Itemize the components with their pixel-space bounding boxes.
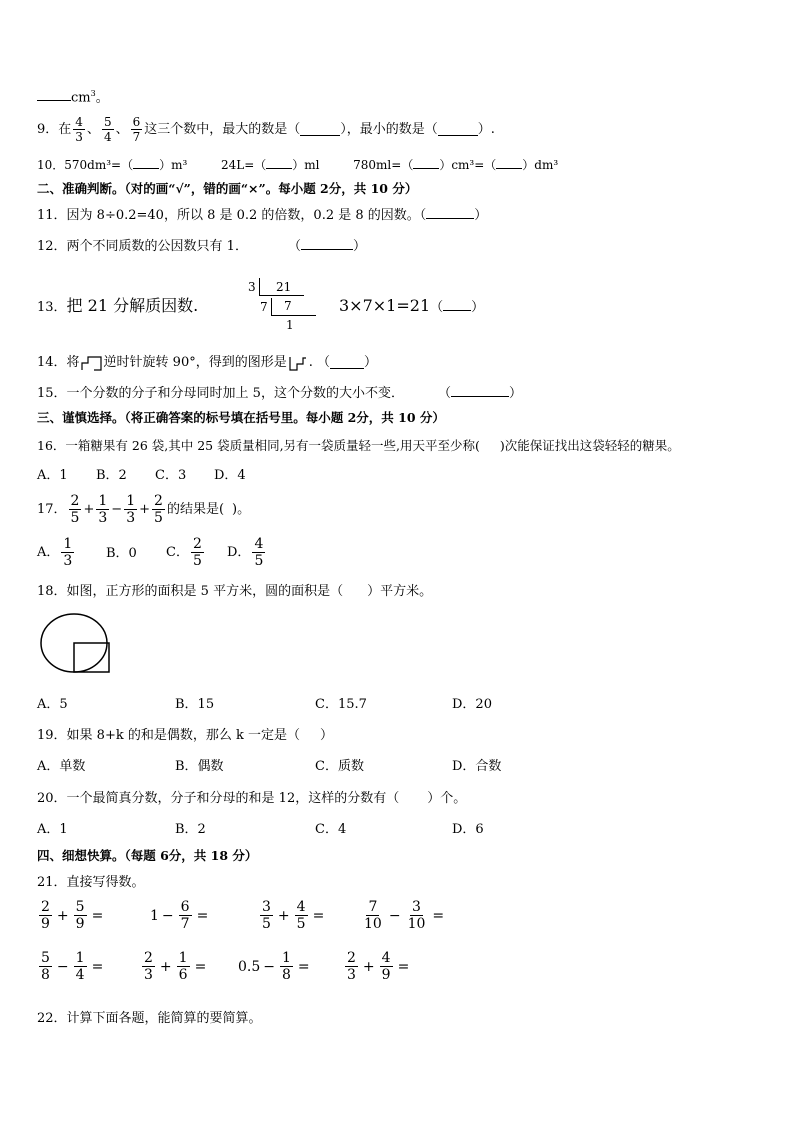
- fraction: $\frac{2}{5}$: [192, 536, 202, 569]
- question-20: 20．一个最简真分数，分子和分母的和是 12，这样的分数有（ ）个。: [37, 791, 467, 806]
- option-d[interactable]: D．20: [452, 697, 492, 712]
- option-a[interactable]: A．单数: [37, 759, 86, 774]
- question-13-label: 13．把 21 分解质因数.: [37, 296, 199, 315]
- answer-blank[interactable]: [438, 135, 478, 136]
- short-division-diagram: 3 21 7 7 1: [246, 278, 326, 334]
- fraction: $\frac{5}{9}$: [75, 899, 85, 932]
- fraction: $\frac{7}{10}$: [364, 899, 382, 932]
- section-2-heading: 二、准确判断。（对的画“√”，错的画“×”。每小题 2分，共 10 分）: [37, 181, 418, 196]
- answer-blank[interactable]: [300, 135, 340, 136]
- arithmetic-item: 0.5 − $\frac{1}{8}$ =: [238, 950, 310, 983]
- answer-blank[interactable]: [496, 168, 522, 169]
- fraction: $\frac{4}{5}$: [254, 536, 264, 569]
- answer-blank[interactable]: [443, 310, 471, 311]
- option-b[interactable]: B．0: [106, 546, 137, 561]
- fraction: $\frac{2}{3}$: [347, 950, 356, 983]
- option-a[interactable]: A．5: [37, 697, 68, 712]
- option-d[interactable]: D．4: [214, 468, 246, 483]
- answer-blank[interactable]: [37, 100, 71, 101]
- answer-blank[interactable]: [133, 168, 159, 169]
- fraction: $\frac{1}{6}$: [178, 950, 188, 983]
- fraction: $\frac{2}{5}$: [154, 493, 163, 526]
- option-c[interactable]: C．3: [155, 468, 187, 483]
- fraction: $\frac{6}{7}$: [180, 899, 190, 932]
- fraction: $\frac{2}{5}$: [70, 493, 80, 526]
- question-14: 14．将 逆时针旋转 90°，得到的图形是 . （ ）: [37, 355, 378, 370]
- q8-tail: $cm^3$。: [37, 86, 109, 106]
- arithmetic-item: $\frac{7}{10}$ − $\frac{3}{10}$ =: [364, 899, 445, 932]
- fraction: $\frac{3}{10}$: [407, 899, 426, 932]
- option-b[interactable]: B．2: [175, 822, 206, 837]
- question-18: 18．如图，正方形的面积是 5 平方米，圆的面积是（ ）平方米。: [37, 584, 433, 599]
- answer-blank[interactable]: [426, 218, 474, 219]
- rotated-shape-icon: [288, 355, 308, 371]
- question-9: 9．在 $\frac{4}{3}$ 、 $\frac{5}{4}$ 、 $\frac{6}{7}$ 这三个数中，最大的数是（ ），最小的数是（ ）.: [37, 115, 495, 144]
- question-13-equation: 3×7×1=21（ ）: [339, 296, 485, 315]
- section-3-heading: 三、谨慎选择。（将正确答案的标号填在括号里。每小题 2分，共 10 分）: [37, 410, 445, 425]
- arithmetic-item: 1 − $\frac{6}{7}$ =: [150, 899, 209, 932]
- question-17: 17． $\frac{2}{5}$ + $\frac{1}{3}$ − $\frac{1}{3}$ + $\frac{2}{5}$ 的结果是( )。: [37, 493, 251, 526]
- option-d[interactable]: D． $\frac{4}{5}$: [227, 536, 264, 569]
- option-d[interactable]: D．合数: [452, 759, 502, 774]
- question-10: 10．570dm³=（ ）m³ 24L=（ ）ml 780ml=（ ）cm³=（ ）dm³: [37, 158, 559, 172]
- option-a[interactable]: A．1: [37, 468, 68, 483]
- option-a[interactable]: A．1: [37, 822, 68, 837]
- option-d[interactable]: D．6: [452, 822, 484, 837]
- question-12: 12．两个不同质数的公因数只有 1． （ ）: [37, 239, 366, 254]
- fraction: $\frac{1}{3}$: [98, 493, 108, 526]
- fraction: $\frac{6}{7}$: [132, 115, 141, 144]
- arithmetic-item: $\frac{2}{3}$ + $\frac{4}{9}$ =: [347, 950, 410, 983]
- fraction: $\frac{4}{3}$: [75, 115, 83, 144]
- fraction: $\frac{1}{4}$: [75, 950, 85, 983]
- fraction: $\frac{4}{9}$: [381, 950, 391, 983]
- answer-blank[interactable]: [330, 368, 364, 369]
- option-b[interactable]: B．15: [175, 697, 215, 712]
- option-c[interactable]: C．4: [315, 822, 347, 837]
- fraction: $\frac{1}{8}$: [282, 950, 291, 983]
- fraction: $\frac{5}{4}$: [103, 115, 112, 144]
- answer-blank[interactable]: [413, 168, 439, 169]
- option-c[interactable]: C．质数: [315, 759, 364, 774]
- fraction: $\frac{5}{8}$: [41, 950, 50, 983]
- option-a[interactable]: A． $\frac{1}{3}$: [37, 536, 73, 569]
- option-b[interactable]: B．偶数: [175, 759, 224, 774]
- circle-square-figure: [40, 613, 114, 677]
- l-shape-figure-icon: [81, 355, 103, 371]
- question-16: 16．一箱糖果有 26 袋,其中 25 袋质量相同,另有一袋质量轻一些,用天平至少称( )次能保证找出这袋轻轻的糖果。: [37, 438, 680, 453]
- option-c[interactable]: C． $\frac{2}{5}$: [166, 536, 202, 569]
- answer-blank[interactable]: [301, 249, 353, 250]
- answer-blank[interactable]: [266, 168, 292, 169]
- arithmetic-item: $\frac{5}{8}$ − $\frac{1}{4}$ =: [41, 950, 104, 983]
- question-11: 11．因为 8÷0.2=40，所以 8 是 0.2 的倍数，0.2 是 8 的因数。（ ）: [37, 208, 488, 223]
- fraction: $\frac{1}{3}$: [63, 536, 73, 569]
- question-15: 15．一个分数的分子和分母同时加上 5，这个分数的大小不变． （ ）: [37, 386, 522, 401]
- fraction: $\frac{4}{5}$: [296, 899, 306, 932]
- fraction: $\frac{1}{3}$: [126, 493, 136, 526]
- arithmetic-item: $\frac{2}{9}$ + $\frac{5}{9}$ =: [41, 899, 104, 932]
- section-4-heading: 四、细想快算。（每题 6分，共 18 分）: [37, 848, 258, 863]
- option-b[interactable]: B．2: [96, 468, 127, 483]
- fraction: $\frac{2}{9}$: [41, 899, 50, 932]
- fraction: $\frac{2}{3}$: [144, 950, 153, 983]
- option-c[interactable]: C．15.7: [315, 697, 367, 712]
- question-19: 19．如果 8+k 的和是偶数，那么 k 一定是（ ）: [37, 728, 334, 743]
- answer-blank[interactable]: [451, 396, 509, 397]
- fraction: $\frac{3}{5}$: [262, 899, 271, 932]
- question-22: 22．计算下面各题，能简算的要简算。: [37, 1011, 262, 1026]
- arithmetic-item: $\frac{3}{5}$ + $\frac{4}{5}$ =: [262, 899, 325, 932]
- question-21: 21．直接写得数。: [37, 875, 145, 890]
- arithmetic-item: $\frac{2}{3}$ + $\frac{1}{6}$ =: [144, 950, 207, 983]
